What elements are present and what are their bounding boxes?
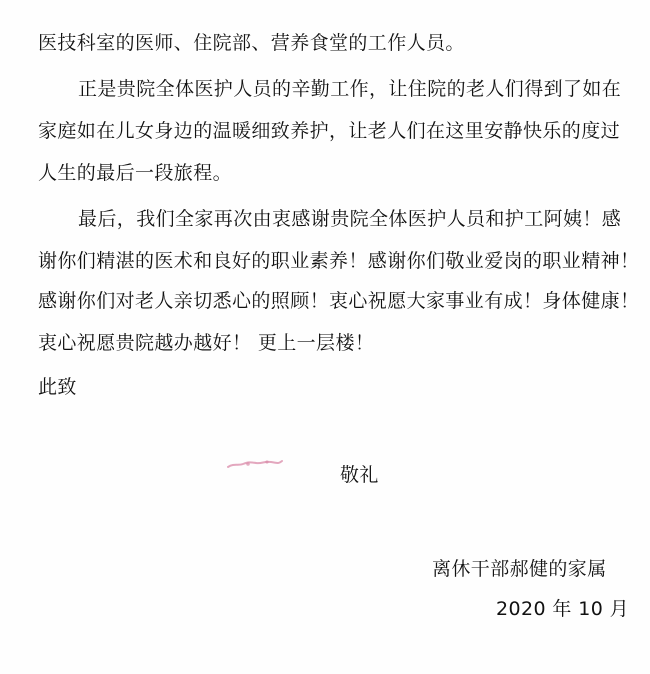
letter-line: 家庭如在儿女身边的温暖细致养护，让老人们在这里安静快乐的度过 <box>38 120 621 142</box>
salutation-line: 此致 <box>38 376 77 398</box>
letter-line: 感谢你们对老人亲切悉心的照顾！衷心祝愿大家事业有成！身体健康！ <box>38 290 640 312</box>
stamp-smudge-mark <box>226 458 284 470</box>
letter-line: 正是贵院全体医护人员的辛勤工作，让住院的老人们得到了如在 <box>78 78 622 100</box>
letter-line: 衷心祝愿贵院越办越好！ 更上一层楼！ <box>38 332 375 354</box>
signature-line: 离休干部郝健的家属 <box>432 558 607 580</box>
letter-line: 最后，我们全家再次由衷感谢贵院全体医护人员和护工阿姨！感 <box>78 208 622 230</box>
letter-line: 谢你们精湛的医术和良好的职业素养！感谢你们敬业爱岗的职业精神！ <box>38 250 640 272</box>
date-line: 2020 年 10 月 <box>496 598 630 620</box>
letter-line: 人生的最后一段旅程。 <box>38 162 233 184</box>
closing-line: 敬礼 <box>340 464 379 486</box>
letter-line: 医技科室的医师、住院部、营养食堂的工作人员。 <box>38 32 465 54</box>
